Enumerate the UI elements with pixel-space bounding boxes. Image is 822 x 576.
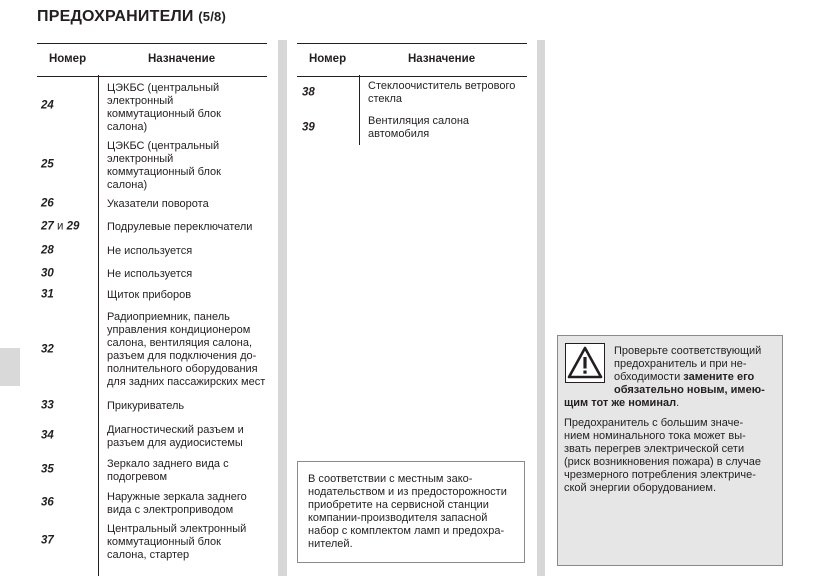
header-number: Номер xyxy=(49,53,87,65)
column-divider-left xyxy=(278,40,287,576)
page-title-text: ПРЕДОХРАНИТЕЛИ xyxy=(37,8,194,25)
warning-emphasis: замените его xyxy=(683,371,755,383)
fuse-purpose: Не используется xyxy=(107,245,193,257)
warning-line-end: . xyxy=(676,397,680,409)
info-note-box: В соответствии с местным зако- нодательством и из предосторожности приобретите на сервисной станции компании-производителя запасной набор с комплектом ламп и предохра- нителей. xyxy=(297,461,525,563)
fuse-purpose: Щиток приборов xyxy=(107,289,192,301)
fuse-number-pair xyxy=(41,221,79,234)
warning-line xyxy=(564,371,778,384)
fuse-number: 36 xyxy=(41,496,54,509)
fuse-purpose: Не используется xyxy=(107,268,193,280)
side-tab xyxy=(0,348,20,386)
table-column-line xyxy=(359,75,360,145)
fuse-table-right xyxy=(297,43,527,147)
fuse-number: 33 xyxy=(41,399,54,412)
fuse-purpose: Указатели поворота xyxy=(107,198,209,210)
fuse-number: 28 xyxy=(41,244,54,257)
warning-line: Проверьте соответствующий xyxy=(614,345,762,357)
page-number: (5/8) xyxy=(198,9,226,24)
header-purpose: Назначение xyxy=(148,53,216,65)
fuse-purpose: Стеклоочиститель ветрового стекла xyxy=(368,80,516,105)
header-number: Номер xyxy=(309,53,347,65)
warning-box xyxy=(557,335,783,566)
fuse-purpose: Радиоприемник, панель управления кондиционером салона, вентиляция салона, разъем для подключения до- полнительного оборудования для задних пассажирских мест xyxy=(107,311,266,388)
warning-line: предохранитель и при не- xyxy=(614,358,747,370)
warning-paragraph-2: Предохранитель с большим значе- нием номинального тока может вы- звать перегрев электрической сети (риск возникновения пожара) в случае чрезмерного потребления электриче- ской энергии оборудованием. xyxy=(564,417,762,494)
fuse-purpose: ЦЭКБС (центральный электронный коммутационный блок салона) xyxy=(107,140,221,191)
fuse-purpose: Наружные зеркала заднего вида с электроприводом xyxy=(107,491,247,516)
fuse-number-and: и xyxy=(57,220,64,233)
fuse-number: 38 xyxy=(302,86,315,99)
fuse-number: 30 xyxy=(41,267,54,280)
fuse-purpose: Прикуриватель xyxy=(107,400,185,412)
fuse-purpose: Подрулевые переключатели xyxy=(107,221,253,233)
table-header xyxy=(37,43,267,77)
fuse-purpose: ЦЭКБС (центральный электронный коммутационный блок салона) xyxy=(107,82,221,133)
column-divider-right xyxy=(537,40,545,576)
fuse-number: 37 xyxy=(41,534,54,547)
fuse-number: 31 xyxy=(41,288,54,301)
fuse-number: 24 xyxy=(41,99,54,112)
fuse-number: 32 xyxy=(41,343,54,356)
fuse-table-left xyxy=(37,43,267,576)
fuse-purpose: Диагностический разъем и разъем для аудиосистемы xyxy=(107,424,244,449)
fuse-number: 39 xyxy=(302,121,315,134)
fuse-number: 35 xyxy=(41,463,54,476)
fuse-purpose: Центральный электронный коммутационный блок салона, стартер xyxy=(107,523,247,561)
fuse-number: 34 xyxy=(41,429,54,442)
fuse-purpose: Вентиляция салона автомобиля xyxy=(368,115,470,140)
table-column-line xyxy=(98,75,99,576)
warning-line-text: обходимости xyxy=(614,371,684,383)
warning-line xyxy=(564,397,679,409)
fuse-number: 27 xyxy=(41,220,54,233)
warning-paragraph-1 xyxy=(564,345,778,410)
warning-emphasis: обязательно новым, имею- xyxy=(614,384,765,396)
fuse-number: 25 xyxy=(41,158,54,171)
page-title xyxy=(37,8,226,26)
fuse-purpose: Зеркало заднего вида с подогревом xyxy=(107,458,229,483)
warning-emphasis: щим тот же номинал xyxy=(564,397,677,409)
fuse-number-second: 29 xyxy=(66,220,80,233)
table-header xyxy=(297,43,527,77)
fuse-number: 26 xyxy=(41,197,54,210)
header-purpose: Назначение xyxy=(408,53,476,65)
